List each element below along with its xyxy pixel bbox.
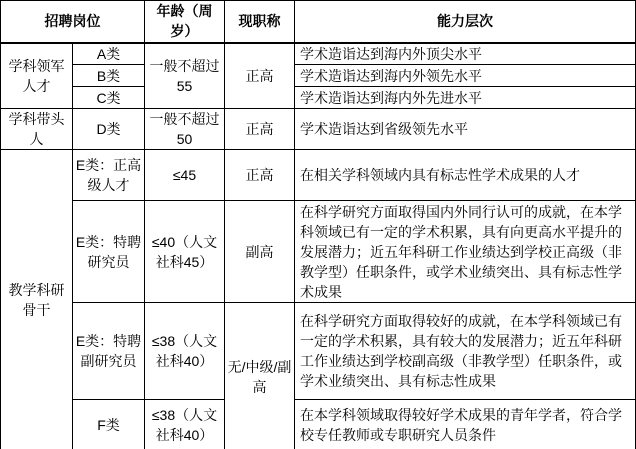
table-row-e1: [1, 150, 636, 201]
age-cell-e3: ≤38（人文社科40）: [145, 303, 225, 400]
title-cell-e3-f: 无/中级/副高: [225, 303, 295, 449]
table-row-b: [1, 65, 636, 87]
header-row: [1, 1, 636, 43]
age-cell-e2: ≤40（人文社科45）: [145, 201, 225, 303]
table-row-f: [1, 400, 636, 449]
title-cell-e2: 副高: [225, 201, 295, 303]
age-cell-abc: 一般不超过55: [145, 43, 225, 109]
table-row-d: [1, 109, 636, 150]
ability-cell-e3: 在科学研究方面取得较好的成就，在本学科领域已有一定的学术积累，具有较大的发展潜力；近五年科研工作业绩达到学校副高级（非教学型）任职条件，或学术业绩突出、具有标志性成果: [295, 303, 636, 400]
title-cell-d: 正高: [225, 109, 295, 150]
ability-cell-e2: 在科学研究方面取得国内外同行认可的成就，在本学科领域已有一定的学术积累，具有向更高水平提升的发展潜力；近五年科研工作业绩达到学校正高级（非教学型）任职条件，或学术业绩突出、具有标志性学术成果: [295, 201, 636, 303]
age-cell-e1: ≤45: [145, 150, 225, 201]
ability-cell-d: 学术造诣达到省级领先水平: [295, 109, 636, 150]
type-cell-e3: E类：特聘副研究员: [73, 303, 145, 400]
category-cell-leader-talent: 学科领军人才: [1, 43, 73, 109]
title-cell-e1: 正高: [225, 150, 295, 201]
header-current-title: 现职称: [225, 1, 295, 43]
type-cell-c: C类: [73, 87, 145, 109]
type-cell-d: D类: [73, 109, 145, 150]
table-row-e2: [1, 201, 636, 303]
type-cell-a: A类: [73, 43, 145, 65]
type-cell-f: F类: [73, 400, 145, 449]
table-row-a: [1, 43, 636, 65]
age-cell-f: ≤38（人文社科40）: [145, 400, 225, 449]
category-cell-teaching-research: 教学科研骨干: [1, 150, 73, 449]
title-cell-abc: 正高: [225, 43, 295, 109]
header-ability-level: 能力层次: [295, 1, 636, 43]
ability-cell-f: 在本学科领域取得较好学术成果的青年学者，符合学校专任教师或专职研究人员条件: [295, 400, 636, 449]
age-cell-d: 一般不超过50: [145, 109, 225, 150]
ability-cell-e1: 在相关学科领域内具有标志性学术成果的人才: [295, 150, 636, 201]
ability-cell-b: 学术造诣达到海内外领先水平: [295, 65, 636, 87]
category-cell-discipline-head: 学科带头人: [1, 109, 73, 150]
ability-cell-c: 学术造诣达到海内外先进水平: [295, 87, 636, 109]
type-cell-b: B类: [73, 65, 145, 87]
ability-cell-a: 学术造诣达到海内外顶尖水平: [295, 43, 636, 65]
table-row-e3: [1, 303, 636, 400]
type-cell-e2: E类：特聘研究员: [73, 201, 145, 303]
header-position: 招聘岗位: [1, 1, 145, 43]
header-age: 年龄（周岁）: [145, 1, 225, 43]
type-cell-e1: E类：正高级人才: [73, 150, 145, 201]
table-row-c: [1, 87, 636, 109]
